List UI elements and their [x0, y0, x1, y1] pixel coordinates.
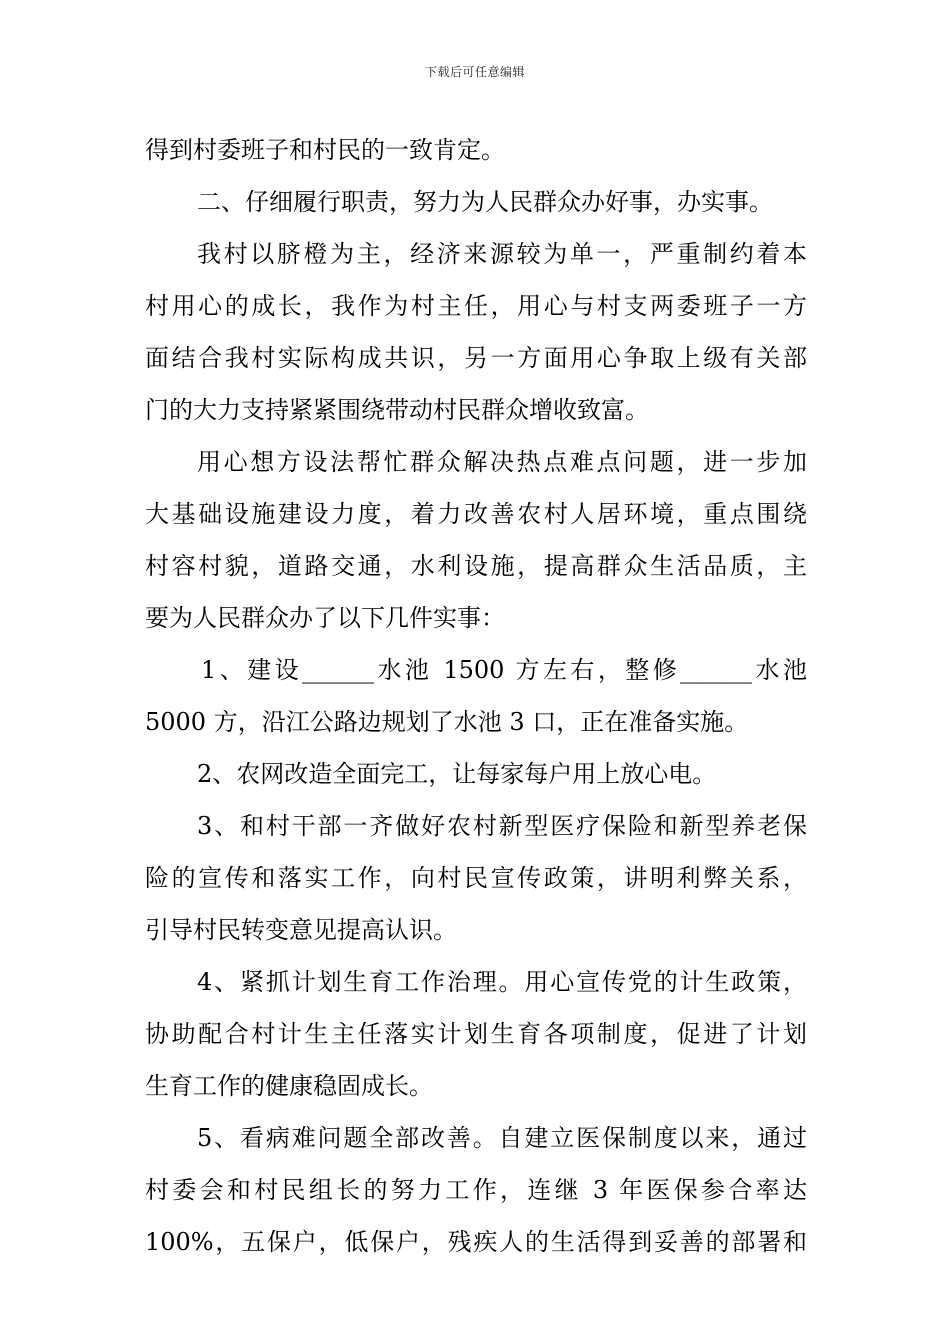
text-line: 二、仔细履行职责，努力为人民群众办好事，办实事。: [197, 188, 773, 216]
text-line: 100%，五保户，低保户，残疾人的生活得到妥善的部署和: [145, 1228, 807, 1256]
text-line: 我村以脐橙为主，经济来源较为单一，严重制约着本: [197, 240, 807, 268]
paragraph: [145, 228, 807, 436]
text-line: 村用心的成长，我作为村主任，用心与村支两委班子一方: [145, 292, 807, 320]
text-line: 要为人民群众办了以下几件实事：: [145, 604, 505, 632]
text-line: 5、看病难问题全部改善。自建立医保制度以来，通过: [197, 1124, 807, 1152]
text-line: 得到村委班子和村民的一致肯定。: [145, 136, 505, 164]
section-heading: [145, 176, 807, 228]
text-line: 2、农网改造全面完工，让每家每户用上放心电。: [197, 760, 717, 788]
text-line: 3、和村干部一齐做好农村新型医疗保险和新型养老保: [197, 812, 807, 840]
text-line: 大基础设施建设力度，着力改善农村人居环境，重点围绕: [145, 500, 807, 528]
text-line: 引导村民转变意见提高认识。: [145, 916, 457, 944]
text-line: 用心想方设法帮忙群众解决热点难点问题，进一步加: [197, 448, 807, 476]
text-line: 村容村貌，道路交通，水利设施，提高群众生活品质，主: [145, 552, 807, 580]
list-item: [145, 800, 807, 956]
text-line: 4、紧抓计划生育工作治理。用心宣传党的计生政策，: [197, 968, 807, 996]
paragraph: [145, 436, 807, 644]
paragraph-continuation: [145, 124, 807, 176]
list-item: [145, 1112, 807, 1268]
page-header: 下载后可任意编辑: [424, 65, 525, 79]
list-item: [145, 956, 807, 1112]
text-line: 协助配合村计生主任落实计划生育各项制度，促进了计划: [145, 1020, 807, 1048]
text-line: 村委会和村民组长的努力工作，连继 3 年医保参合率达: [145, 1176, 807, 1204]
list-item: [145, 644, 807, 748]
text-line: 1、建设______水池 1500 方左右，整修______水池: [201, 656, 807, 684]
text-line: 险的宣传和落实工作，向村民宣传政策，讲明利弊关系，: [145, 864, 807, 892]
list-item: [145, 748, 807, 800]
text-line: 面结合我村实际构成共识，另一方面用心争取上级有关部: [145, 344, 807, 372]
text-line: 生育工作的健康稳固成长。: [145, 1072, 433, 1100]
document-body: [145, 124, 807, 1268]
text-line: 5000 方，沿江公路边规划了水池 3 口，正在准备实施。: [145, 708, 749, 736]
text-line: 门的大力支持紧紧围绕带动村民群众增收致富。: [145, 396, 649, 424]
